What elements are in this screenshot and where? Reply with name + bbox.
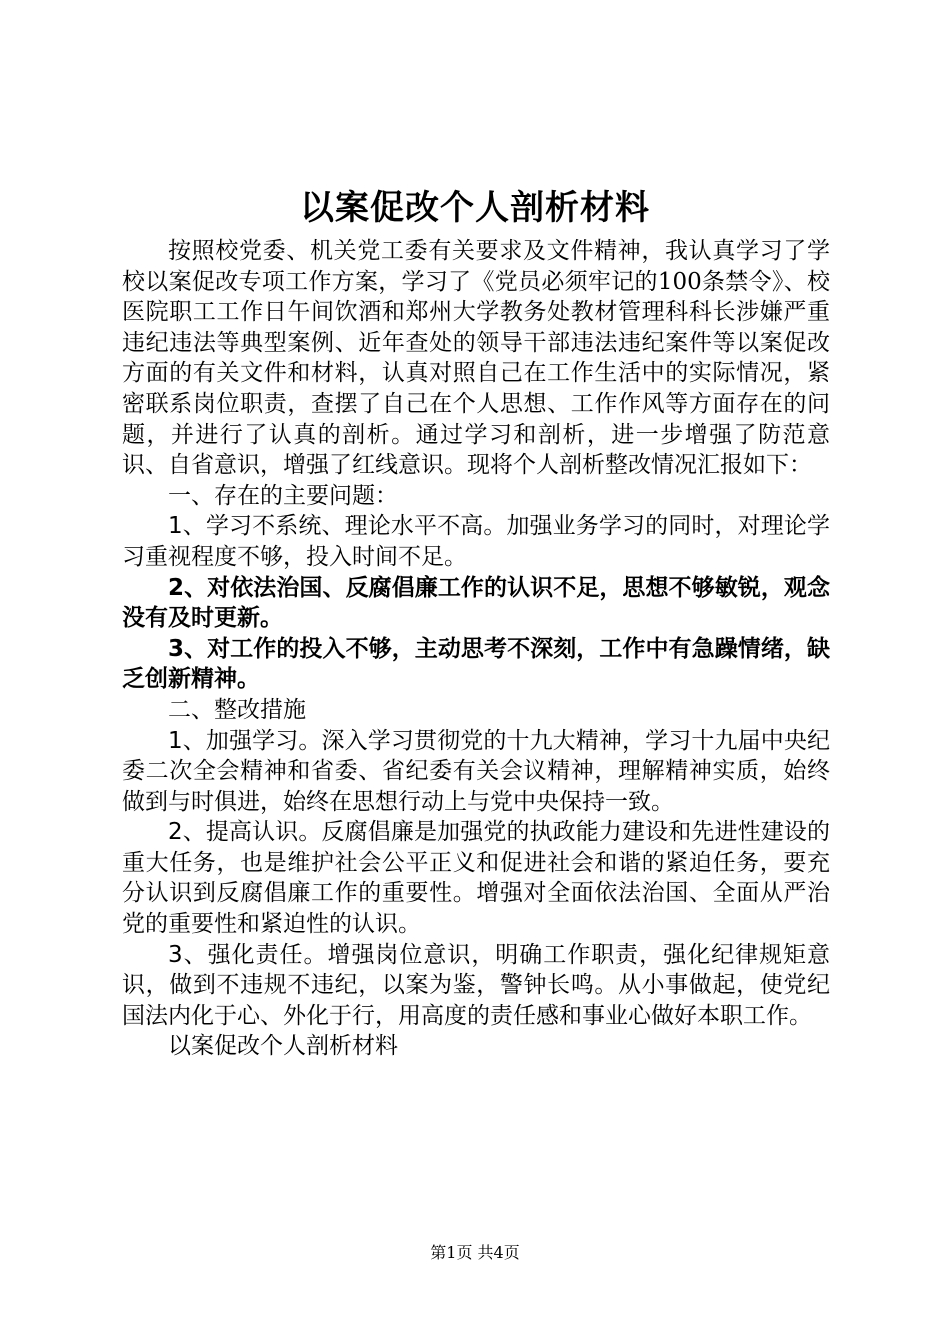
measure-item-1-lead: 1、加强学习。: [168, 727, 322, 754]
section-heading-measures: 二、整改措施: [168, 696, 306, 723]
closing-line: 以案促改个人剖析材料: [168, 1033, 398, 1060]
problem-item-1-lead: 1、学习不系统、理论水平不高。: [168, 513, 507, 540]
problem-item-1: [122, 511, 830, 572]
document-body: [122, 236, 830, 1062]
measure-item-3: [122, 940, 830, 1032]
document-title: 以案促改个人剖析材料: [300, 188, 650, 228]
measure-item-2-lead: 2、提高认识。: [168, 819, 322, 846]
measure-item-1: [122, 726, 830, 818]
problem-item-1-text: 加强业务学习的同时，对理论学习重视程度不够，投入时间不足。: [122, 513, 830, 570]
section-heading-problems: 一、存在的主要问题：: [168, 482, 398, 509]
measure-item-2: [122, 817, 830, 939]
problem-item-3: 3、对工作的投入不够，主动思考不深刻，工作中有急躁情绪，缺乏创新精神。: [122, 635, 830, 693]
intro-paragraph: 按照校党委、机关党工委有关要求及文件精神，我认真学习了学校以案促改专项工作方案，学习了《党员必须牢记的100条禁令》、校医院职工工作日午间饮酒和郑州大学教务处教材管理科科长涉嫌严重违纪违法等典型案例、近年查处的领导干部违法违纪案件等以案促改方面的有关文件和材料，认真对照自己在工作生活中的实际情况，紧密联系岗位职责，查摆了自己在个人思想、工作作风等方面存在的问题，并进行了认真的剖析。通过学习和剖析，进一步增强了防范意识、自省意识，增强了红线意识。现将个人剖析整改情况汇报如下：: [122, 238, 830, 479]
measure-item-1-text: 深入学习贯彻党的十九大精神，学习十九届中央纪委二次全会精神和省委、省纪委有关会议精神，理解精神实质，始终做到与时俱进，始终在思想行动上与党中央保持一致。: [122, 727, 831, 815]
problem-item-2: 2、对依法治国、反腐倡廉工作的认识不足，思想不够敏锐，观念没有及时更新。: [122, 574, 830, 632]
measure-item-2-text: 反腐倡廉是加强党的执政能力建设和先进性建设的重大任务，也是维护社会公平正义和促进社会和谐的紧迫任务，要充分认识到反腐倡廉工作的重要性。增强对全面依法治国、全面从严治党的重要性和紧迫性的认识。: [122, 819, 831, 938]
measure-item-3-text: 增强岗位意识，明确工作职责，强化纪律规矩意识，做到不违规不违纪，以案为鉴，警钟长鸣。从小事做起，使党纪国法内化于心、外化于行，用高度的责任感和事业心做好本职工作。: [122, 941, 830, 1029]
page-indicator: 第1页 共4页: [430, 1243, 520, 1262]
measure-item-3-lead: 3、强化责任。: [168, 941, 328, 968]
